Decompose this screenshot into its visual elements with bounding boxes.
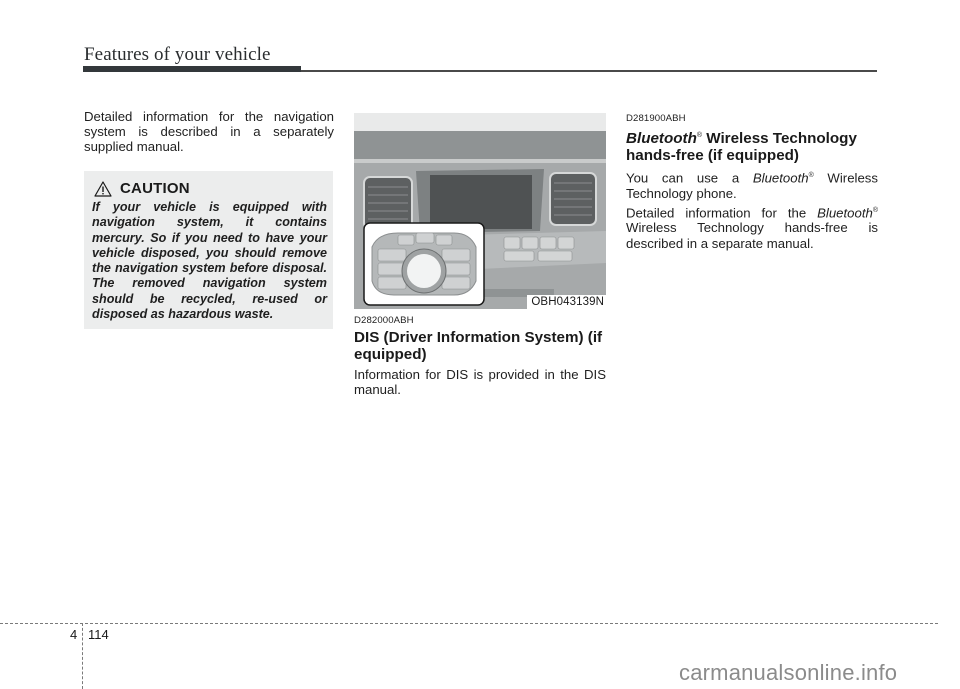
bluetooth-brand: Bluetooth xyxy=(752,170,809,186)
footer-vertical-rule xyxy=(82,623,83,689)
caution-box xyxy=(84,171,333,329)
text: Wireless Technology phone. xyxy=(626,170,878,201)
right-column xyxy=(626,113,878,251)
heading-rest: Wireless Technology hands-free (if equipped) xyxy=(626,130,857,164)
dis-section xyxy=(354,315,606,397)
middle-column xyxy=(354,113,606,397)
chapter-number: 4 xyxy=(70,627,78,642)
section-code: D281900ABH xyxy=(626,113,686,124)
header-rule-thick xyxy=(83,66,301,72)
section-code: D282000ABH xyxy=(354,315,414,326)
registered-mark: ® xyxy=(696,132,703,139)
figure-label: OBH043139N xyxy=(527,295,606,309)
footer-dashed-rule xyxy=(0,623,938,624)
text: Detailed information for the xyxy=(626,205,818,221)
bluetooth-para-1 xyxy=(626,168,878,201)
bluetooth-brand: Bluetooth xyxy=(817,205,873,221)
text: Wireless Technology hands-free is described in a separate manual. xyxy=(626,220,878,251)
bluetooth-para-2 xyxy=(626,203,878,251)
text: You can use a xyxy=(626,170,753,186)
caution-header xyxy=(94,180,327,197)
section-title: Features of your vehicle xyxy=(84,44,271,65)
registered-mark: ® xyxy=(872,206,878,214)
dashboard-figure xyxy=(354,113,606,309)
dis-heading: DIS (Driver Information System) (if equipped) xyxy=(354,329,603,363)
bluetooth-heading xyxy=(626,128,878,164)
page-number: 114 xyxy=(88,627,109,642)
caution-text: If your vehicle is equipped with navigation system, it contains mercury. So if you need to have your vehicle disposed, you should remove the navigation system before disposal. The removed navigation system should be recycled, re-used or disposed as hazardous waste. xyxy=(92,200,327,322)
registered-mark: ® xyxy=(808,172,814,180)
caution-title: CAUTION xyxy=(120,180,190,197)
left-column xyxy=(84,109,334,155)
warning-triangle-icon xyxy=(94,181,112,197)
navigation-intro-text: Detailed information for the navigation system is described in a separately supplied manual. xyxy=(84,109,334,155)
bluetooth-brand: Bluetooth xyxy=(626,130,697,148)
header-rule-thin xyxy=(301,70,877,72)
dis-body-text: Information for DIS is provided in the DIS manual. xyxy=(354,367,606,398)
dashboard-illustration xyxy=(354,113,606,309)
watermark: carmanualsonline.info xyxy=(679,660,898,685)
